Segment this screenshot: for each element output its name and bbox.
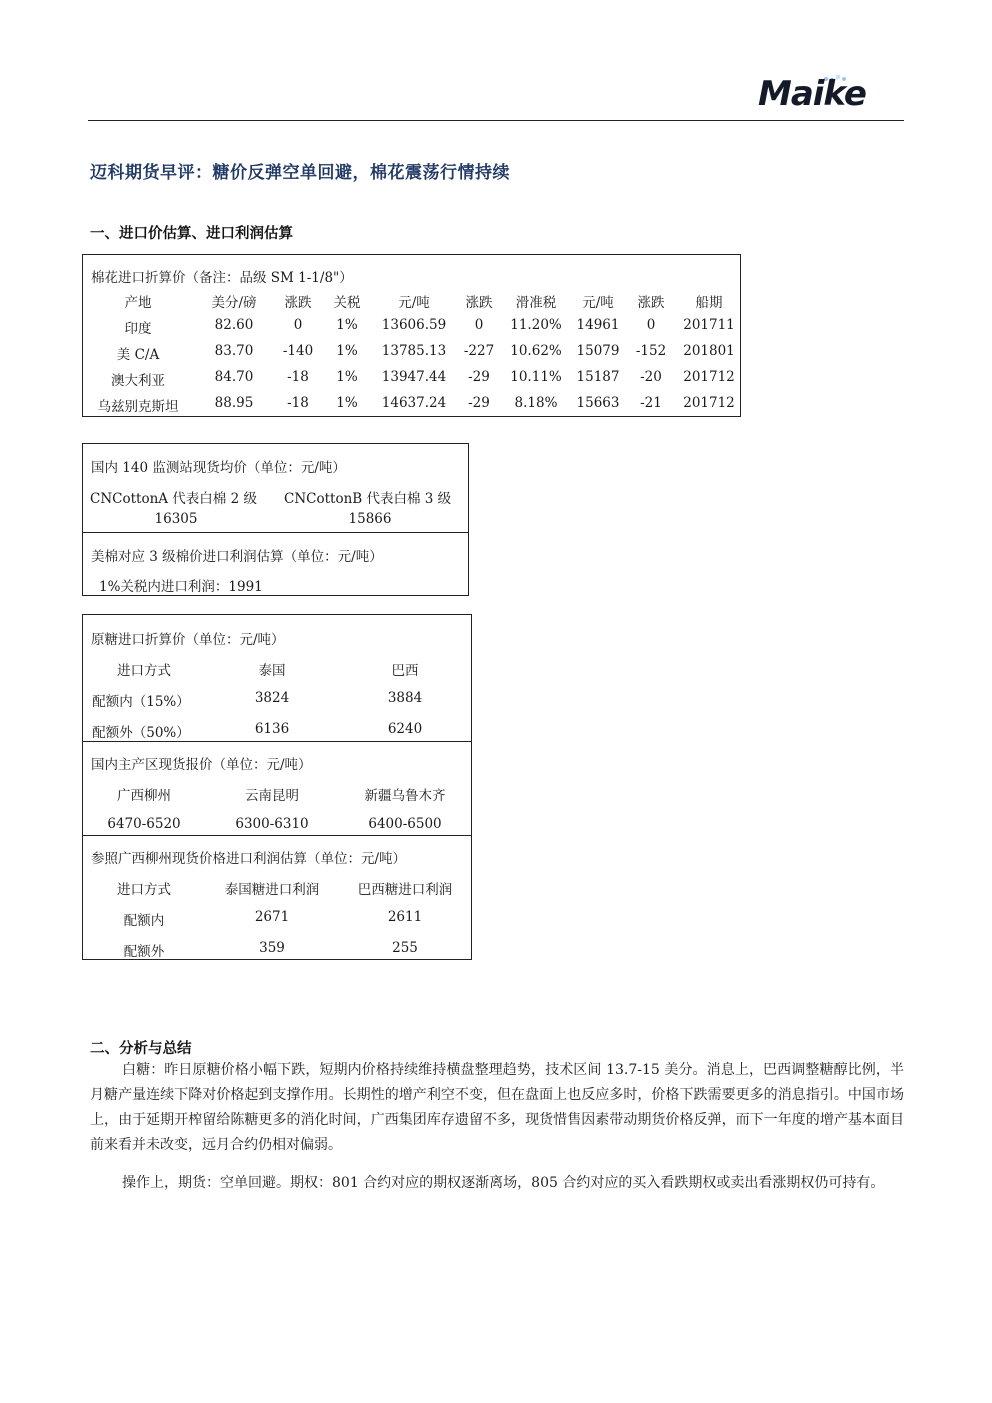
col-header-change: 涨跌 [284,295,312,311]
table-cell: 1% [336,369,358,385]
table-cell: 201801 [683,343,735,359]
table-cell: 13606.59 [381,317,447,333]
col-header-cents-per-lb: 美分/磅 [211,295,257,311]
cncotton-b-value: 15866 [348,511,392,527]
table-cell: 359 [259,940,285,956]
cotton-profit-caption: 美棉对应 3 级棉价进口利润估算（单位：元/吨） [91,549,383,565]
table-cell: 6240 [387,721,423,737]
table-cell: 10.62% [510,343,562,359]
table-cell: 11.20% [510,317,562,333]
table-cell: 配额外（50%） [92,725,190,741]
table-cell: 1% [336,343,358,359]
table-cell: 201712 [683,369,735,385]
table-cell: 82.60 [214,317,254,333]
table-divider [83,835,471,836]
section-heading-analysis: 二、分析与总结 [90,1041,192,1057]
table-cell: 0 [646,317,656,333]
analysis-paragraph-sugar: 白糖：昨日原糖价格小幅下跌，短期内价格持续维持横盘整理趋势，技术区间 13.7-15 美分。消息上，巴西调整糖醇比例，半月糖产量连续下降对价格起到支撑作用。长期性的增产利空不变，但在盘面上也反应多时，价格下跌需要更多的消息指引。中国市场上，由于延期开榨留给陈糖更多的消化时间，广西集团库存遗留不多，现货惜售因素带动期货价格反弹，而下一年度的增产基本面目前来看并未改变，远月合约仍相对偏弱。 [90,1062,904,1153]
table-cell: 13947.44 [381,369,447,385]
table-cell: 8.18% [514,395,558,411]
col-header-yuan-per-ton: 元/吨 [582,295,614,311]
cotton-profit-line: 1%关税内进口利润：1991 [99,579,263,595]
table-cell: 澳大利亚 [111,373,165,389]
col-header-thailand: 泰国 [258,663,286,679]
logo-text: Maike [758,74,866,114]
cncotton-a-label: CNCottonA 代表白棉 2 级 [90,491,257,507]
table-cell: 15663 [576,395,620,411]
table-cell: 15187 [576,369,620,385]
col-header-import-method: 进口方式 [117,663,171,679]
table-cell: 14637.24 [381,395,447,411]
col-header-change: 涨跌 [465,295,493,311]
table-cell: 3884 [387,690,423,706]
col-header-brazil-profit: 巴西糖进口利润 [357,882,453,898]
table-cell: 10.11% [510,369,562,385]
table-cell: 13785.13 [381,343,447,359]
cncotton-a-value: 16305 [154,511,198,527]
table-cell: 配额内 [123,913,165,929]
table-cell: 201712 [683,395,735,411]
header-rule [88,120,904,121]
table-cell: -227 [463,343,495,359]
col-header-sliding-tax: 滑准税 [515,295,557,311]
table-cell: 2611 [387,909,423,925]
cotton-import-table [82,254,741,417]
table-cell: 3824 [254,690,290,706]
table-cell: 83.70 [214,343,254,359]
table-divider [83,741,471,742]
table-cell: 配额内（15%） [92,694,190,710]
table-cell: -29 [468,369,490,385]
table-cell: 88.95 [214,395,254,411]
table-cell: -21 [640,395,662,411]
table-cell: -18 [287,369,309,385]
table-cell: 0 [293,317,303,333]
table-cell: 6470-6520 [107,816,181,832]
domestic-cotton-table [82,443,469,596]
table-cell: -20 [640,369,662,385]
analysis-paragraph-operations: 操作上，期货：空单回避。期权：801 合约对应的期权逐渐离场，805 合约对应的买入看跌期权或卖出看涨期权仍可持有。 [122,1175,885,1191]
table-cell: -140 [282,343,314,359]
sugar-spot-caption: 国内主产区现货报价（单位：元/吨） [91,757,312,773]
table-cell: 14961 [576,317,620,333]
table-cell: 2671 [254,909,290,925]
col-header-guangxi: 广西柳州 [117,788,171,804]
table-cell: -152 [635,343,667,359]
table-cell: 0 [474,317,484,333]
table-cell: -29 [468,395,490,411]
section-heading-import: 一、进口价估算、进口利润估算 [90,226,293,242]
table-cell: 15079 [576,343,620,359]
cotton-import-caption: 棉花进口折算价（备注：品级 SM 1-1/8"） [91,270,353,286]
col-header-yuan-per-ton: 元/吨 [398,295,430,311]
table-cell: 255 [392,940,418,956]
col-header-shipment: 船期 [695,295,723,311]
sugar-import-caption: 原糖进口折算价（单位：元/吨） [91,632,285,648]
table-cell: 1% [336,317,358,333]
cncotton-b-label: CNCottonB 代表白棉 3 级 [284,491,452,507]
table-cell: 6136 [254,721,290,737]
table-cell: 1% [336,395,358,411]
table-cell: 印度 [124,321,152,337]
maike-logo [752,70,892,118]
domestic-cotton-caption: 国内 140 监测站现货均价（单位：元/吨） [91,460,346,476]
col-header-import-method: 进口方式 [117,882,171,898]
col-header-xinjiang: 新疆乌鲁木齐 [364,788,446,804]
table-cell: 美 C/A [116,347,160,363]
table-cell: 配额外 [123,944,165,960]
col-header-brazil: 巴西 [391,663,419,679]
page-title: 迈科期货早评：糖价反弹空单回避，棉花震荡行情持续 [90,163,510,183]
col-header-thai-profit: 泰国糖进口利润 [224,882,320,898]
table-divider [83,532,468,533]
table-cell: -18 [287,395,309,411]
col-header-tariff: 关税 [333,295,361,311]
table-cell: 201711 [683,317,735,333]
sugar-profit-caption: 参照广西柳州现货价格进口利润估算（单位：元/吨） [91,851,407,867]
table-cell: 6300-6310 [235,816,309,832]
table-cell: 6400-6500 [368,816,442,832]
col-header-yunnan: 云南昆明 [245,788,299,804]
table-cell: 乌兹别克斯坦 [97,399,179,415]
col-header-origin: 产地 [124,295,152,311]
sugar-import-table [82,614,472,960]
col-header-change: 涨跌 [637,295,665,311]
table-cell: 84.70 [214,369,254,385]
